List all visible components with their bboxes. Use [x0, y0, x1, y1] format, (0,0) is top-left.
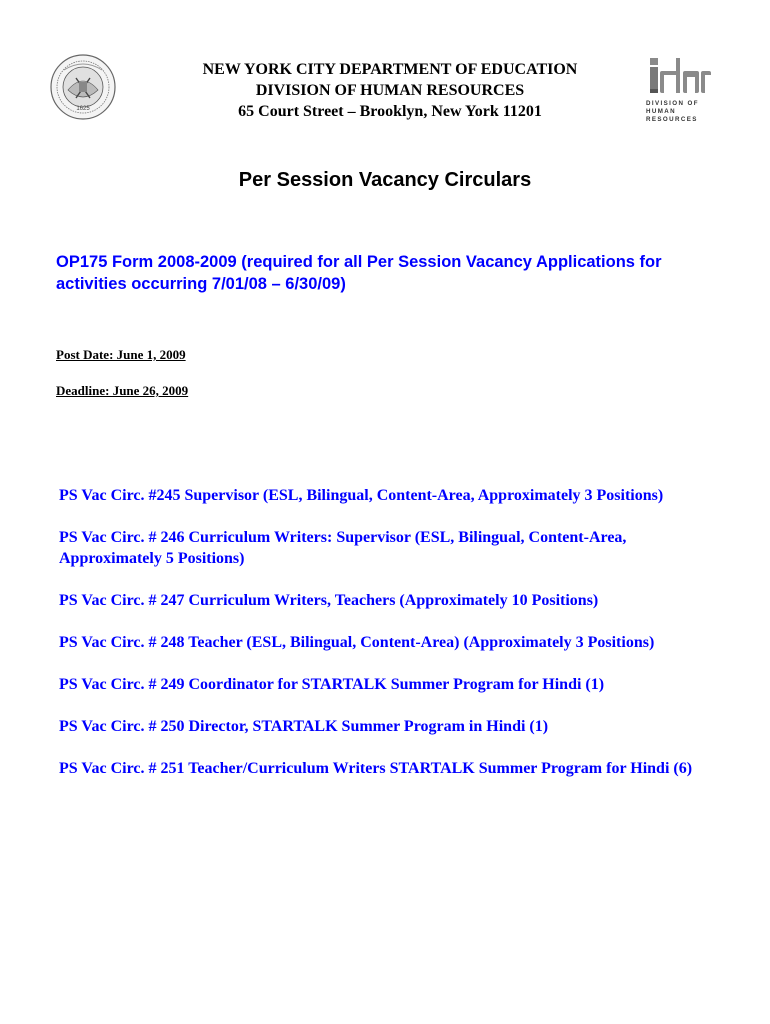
- header-line-1: NEW YORK CITY DEPARTMENT OF EDUCATION: [202, 61, 578, 78]
- circular-link-245[interactable]: PS Vac Circ. #245 Supervisor (ESL, Bilingual, Content-Area, Approximately 3 Positions): [59, 487, 664, 504]
- nyc-seal-icon: [50, 54, 116, 120]
- header-line-2: DIVISION OF HUMAN RESOURCES: [255, 82, 525, 99]
- circular-link-249[interactable]: PS Vac Circ. # 249 Coordinator for STARTALK Summer Program for Hindi (1): [59, 676, 605, 693]
- circular-link-248[interactable]: PS Vac Circ. # 248 Teacher (ESL, Bilingual, Content-Area) (Approximately 3 Positions): [59, 634, 655, 651]
- dhr-line-3: RESOURCES: [646, 116, 698, 123]
- circular-list: [59, 485, 769, 800]
- letterhead: [140, 59, 640, 122]
- post-date: [56, 347, 228, 363]
- post-date-text: Post Date: June 1, 2009: [56, 347, 186, 362]
- dhr-line-1: DIVISION OF: [646, 100, 699, 107]
- circular-link-247[interactable]: PS Vac Circ. # 247 Curriculum Writers, Teachers (Approximately 10 Positions): [59, 592, 599, 609]
- dhr-logo-text: [646, 100, 714, 124]
- deadline-text: Deadline: June 26, 2009: [56, 383, 189, 398]
- op175-form-link[interactable]: OP175 Form 2008-2009 (required for all Per Session Vacancy Applications for activities occurring 7/01/08 – 6/30/09): [56, 253, 662, 293]
- header-line-3: 65 Court Street – Brooklyn, New York 11201: [238, 103, 542, 120]
- circular-link-246[interactable]: PS Vac Circ. # 246 Curriculum Writers: Supervisor (ESL, Bilingual, Content-Area, Approximately 5 Positions): [59, 529, 627, 567]
- circular-link-251[interactable]: PS Vac Circ. # 251 Teacher/Curriculum Writers STARTALK Summer Program for Hindi (6): [59, 760, 693, 777]
- dhr-line-2: HUMAN: [646, 108, 677, 115]
- page-title: Per Session Vacancy Circulars: [238, 169, 532, 191]
- circular-link-250[interactable]: PS Vac Circ. # 250 Director, STARTALK Summer Program in Hindi (1): [59, 718, 549, 735]
- seal-year: 1625: [76, 106, 90, 112]
- deadline: [56, 383, 228, 399]
